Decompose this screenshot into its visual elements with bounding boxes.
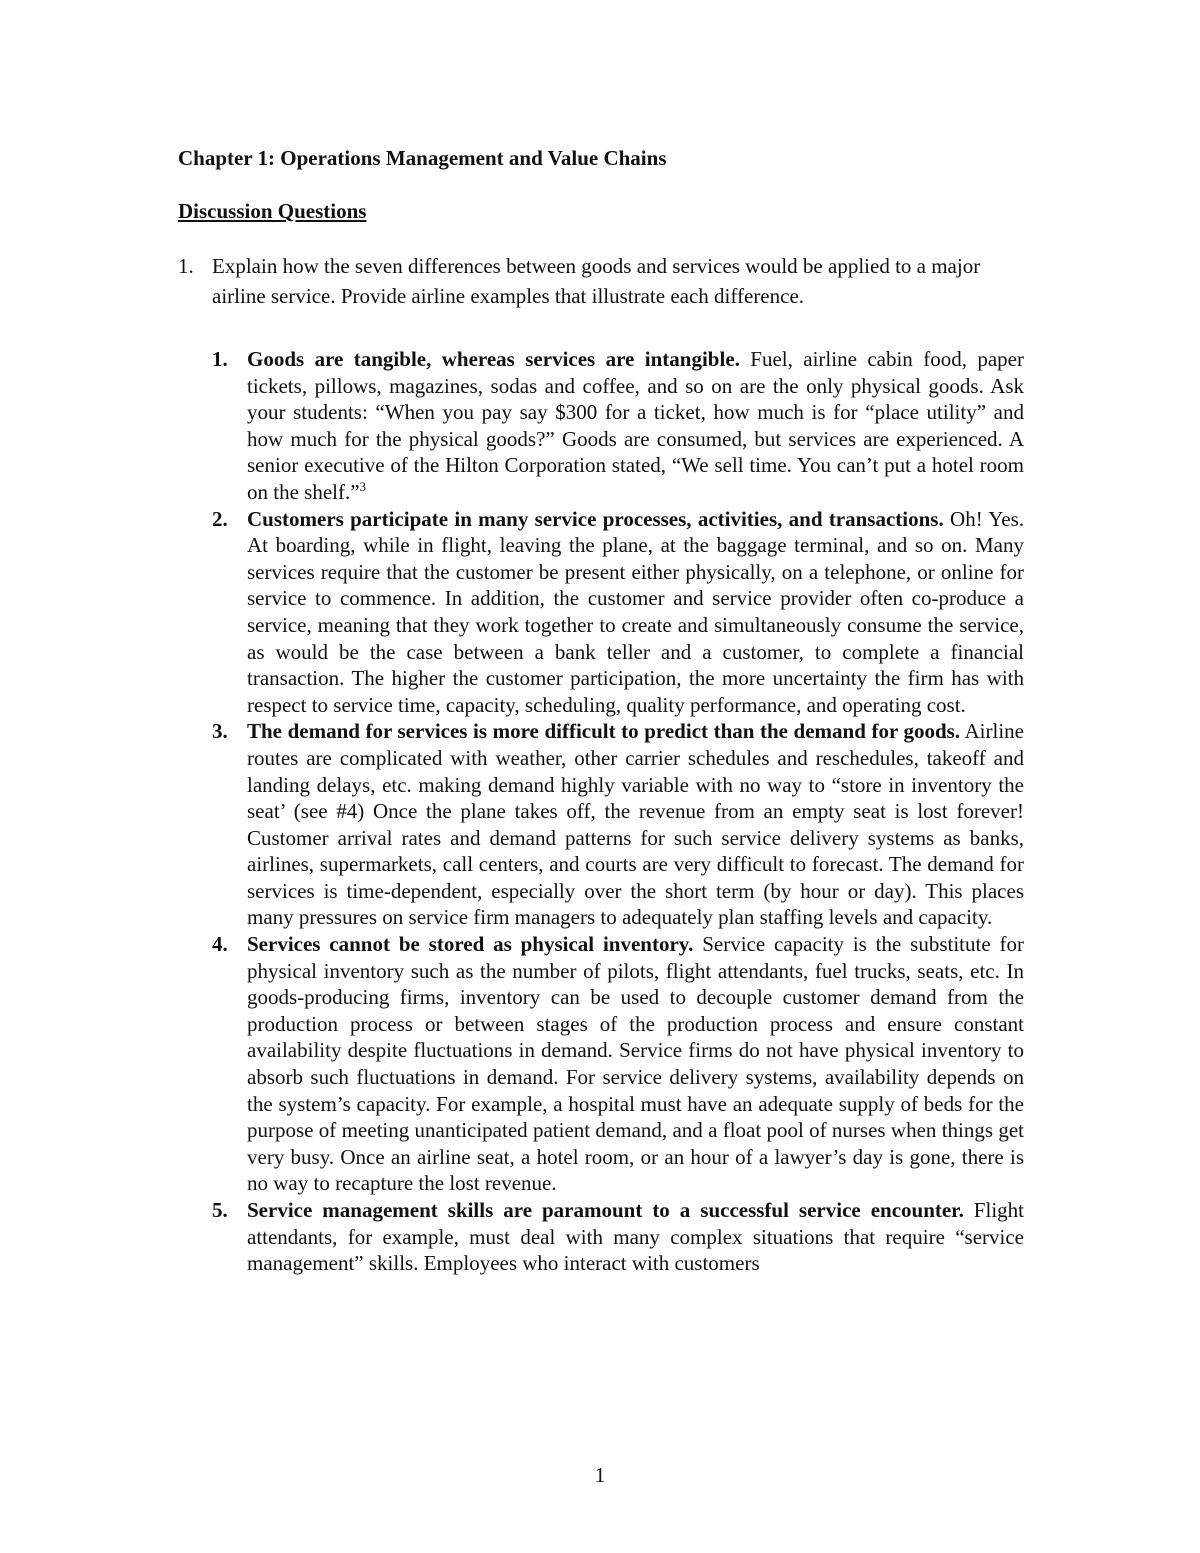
answer-body: Flight attendants, for example, must deal with many complex situations that require “service management” skills. Employees who interact with customers [247, 1198, 1024, 1276]
answer-body: Oh! Yes. At boarding, while in flight, leaving the plane, at the baggage terminal, and so on. Many services require that the customer be present either physically, on a telephone, or online for service to commence. In addition, the customer and service provider often co-produce a service, meaning that they work together to create and simultaneously consume the service, as would be the case between a bank teller and a customer, to complete a financial transaction. The higher the customer participation, the more uncertainty the firm has with respect to service time, capacity, scheduling, quality performance, and operating cost. [247, 506, 1025, 717]
answer-number: 5. [212, 1198, 228, 1222]
answer-lead: Service management skills are paramount to a successful service encounter. [247, 1198, 964, 1222]
answer-lead: Goods are tangible, whereas services are intangible. [247, 347, 740, 371]
answer-number: 4. [212, 932, 228, 957]
footnote-marker: 3 [359, 478, 367, 494]
answer-body: Airline routes are complicated with weather, other carrier schedules and reschedules, takeoff and landing delays, etc. making demand highly variable with no way to “store in inventory the seat’ (see #4) Once the plane takes off, the revenue from an empty seat is lost forever! Customer arrival rates and demand patterns for such service delivery systems as banks, airlines, supermarkets, call centers, and courts are very difficult to forecast. The demand for services is time-dependent, especially over the short term (by hour or day). This places many pressures on service firm managers to adequately plan staffing levels and capacity. [247, 719, 1024, 930]
answer-lead: Services cannot be stored as physical inventory. [247, 932, 694, 957]
answer-body: Fuel, airline cabin food, paper tickets, pillows, magazines, sodas and coffee, and so on are the only physical goods. Ask your students: “When you pay say $300 for a ticket, how much is for “place utility” and how much for the physical goods?” Goods are consumed, but services are experienced. A senior executive of the Hilton Corporation stated, “We sell time. You can’t put a hotel room on the shelf.” [247, 347, 1024, 504]
answer-lead: Customers participate in many service processes, activities, and transactions. [247, 506, 944, 531]
answer-number: 3. [212, 719, 228, 744]
section-heading: Discussion Questions [178, 199, 367, 223]
discussion-question [178, 251, 1038, 311]
question-text: Explain how the seven differences between goods and services would be applied to a major airline service. Provide airline examples that illustrate each difference. [212, 254, 981, 308]
answer-item [212, 718, 1024, 931]
answer-item [212, 931, 1024, 1197]
answer-list [212, 346, 1024, 1277]
question-number: 1. [178, 254, 194, 278]
answer-number: 2. [212, 506, 228, 531]
answer-item [212, 346, 1024, 506]
answer-lead: The demand for services is more difficult to predict than the demand for goods. [247, 719, 961, 744]
chapter-title: Chapter 1: Operations Management and Value Chains [178, 146, 667, 170]
answer-item [212, 506, 1024, 719]
page-number: 1 [594, 1463, 606, 1487]
answer-item [212, 1197, 1024, 1277]
answer-body: Service capacity is the substitute for physical inventory such as the number of pilots, flight attendants, fuel trucks, seats, etc. In goods-producing firms, inventory can be used to decouple customer demand from the production process or between stages of the production process and ensure constant availability despite fluctuations in demand. Service firms do not have physical inventory to absorb such fluctuations in demand. For service delivery systems, availability depends on the system’s capacity. For example, a hospital must have an adequate supply of beds for the purpose of meeting unanticipated patient demand, and a float pool of nurses when things get very busy. Once an airline seat, a hotel room, or an hour of a lawyer’s day is gone, there is no way to recapture the lost revenue. [247, 932, 1024, 1196]
answer-number: 1. [212, 347, 228, 371]
